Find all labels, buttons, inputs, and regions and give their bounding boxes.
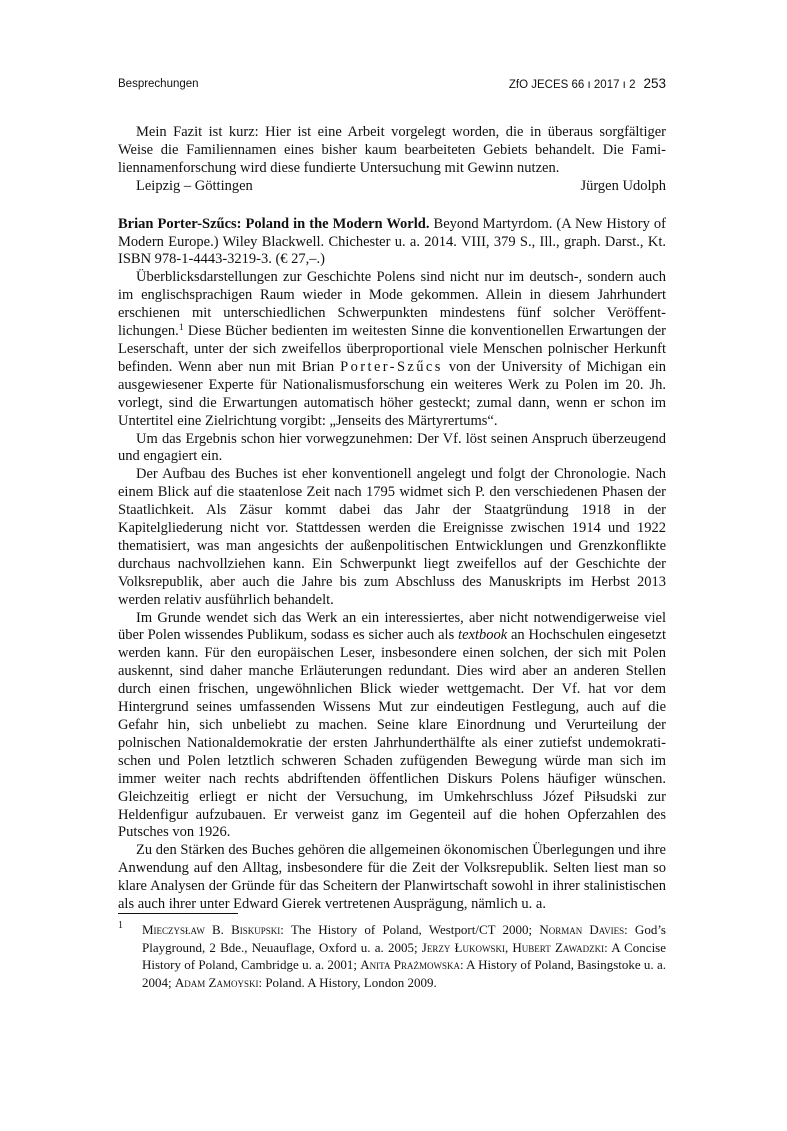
review2-paragraph-1: Überblicksdarstellungen zur Geschichte Polens sind nicht nur im deutsch-, sondern auch im englischsprachigen Raum wieder in Mode gekommen. Allein in diesem Jahrhundert erschienen mit unterschiedlichen Schwerpunkten mindestens fünf solcher Veröffentlichungen.$^1$ Diese Bücher bedienten im weitesten Sinne die konventionellen Erwartungen der Leserschaft, unter der sich zweifellos überproportional viele Menschen polnischer Herkunft befinden. Wenn aber nun mit Brian Porter-Szűcs von der University of Michigan ein ausgewiesener Experte für Nationalismusforschung ein weiteres Werk zu Polen im 20. Jh. vorlegt, sind die Erwartungen automatisch höher gesteckt; zumal dann, wenn er schon im Untertitel eine Zielrichtung vorgibt: „Jenseits des Märtyrertums“.	[118, 269, 666, 429]
review2-bibliography	[118, 216, 666, 270]
review2-paragraph-2: Um das Ergebnis schon hier vorwegzunehmen: Der Vf. löst seinen Anspruch überzeugend und engagiert ein.	[118, 430, 666, 465]
footnote-number: 1	[118, 920, 123, 931]
footnote-ref: 1	[178, 323, 184, 334]
italic-term: textbook	[458, 627, 508, 644]
page-number: 253	[643, 76, 666, 91]
section-title: Besprechungen	[118, 78, 199, 90]
review2-paragraph-3: Der Aufbau des Buches ist eher konventionell angelegt und folgt der Chronologie. Nach einem Blick auf die staatenlose Zeit nach 1795 widmet sich P. den verschiedenen Phasen der Staatlichkeit. Als Zäsur kommt dabei das Jahr der Staatgründung 1918 in der Kapitelgliederung nicht vor. Stattdessen werden die Ereignisse zwischen 1914 und 1922 thematisiert, was man angesichts der außenpolitischen Entwicklungen und Grenzkonflikte durchaus nachvollziehen kann. Ein Schwerpunkt liegt zweifellos auf der Geschichte der Volksrepublik, aber auch die Jahre bis zum Abschluss des Manuskripts im Herbst 2013 werden relativ ausführlich behandelt.	[118, 466, 666, 608]
review-place: Leipzig – Göttingen	[136, 177, 253, 194]
book-author-title: Brian Porter-Szűcs: Poland in the Modern World.	[118, 215, 430, 232]
review2-paragraph-5: Zu den Stärken des Buches gehören die allgemeinen ökonomischen Überlegungen und ihre Anwendung auf den Alltag, insbesondere für die Zeit der Volksrepublik. Selten liest man so klare Analysen der Gründe für das Scheitern der Planwirtschaft sowohl in ihrer stalinistischen als auch ihrer unter Edward Gierek vertretenen Ausprägung, nämlich u. a.	[118, 842, 666, 913]
footnote	[118, 921, 666, 991]
journal-issue: ZfO JECES 66 ı 2017 ı 2	[508, 79, 636, 91]
main-text	[118, 124, 666, 914]
footnote-text: Mieczysław B. Biskupski: The History of Poland, Westport/CT 2000; Norman Davies: God’s Playground, 2 Bde., Neuauflage, Oxford u. a. 2005; Jerzy Łukowski, Hubert Zawadzki: A Concise History of Poland, Cambridge u. a. 2001; Anita Prażmowska: A History of Poland, Basingstoke u. a. 2004; Adam Zamoyski: Poland. A History, London 2009.	[142, 922, 667, 990]
running-header	[118, 76, 666, 94]
review2-paragraph-4: Im Grunde wendet sich das Werk an ein interessiertes, aber nicht notwendigerweise viel über Polen wissendes Publikum, sodass es sicher auch als textbook an Hochschulen eingesetzt werden kann. Für den europäischen Leser, insbesondere einen solchen, der sich mit Polen auskennt, sind daher manche Erläuterungen redundant. Dies wird aber an anderen Stellen durch einen frischen, ungewöhnlichen Blick wieder wettgemacht. Der Vf. hat vor dem Hintergrund seines umfassenden Wissens Mut zur eindeutigen Festlegung, auch auf die Gefahr hin, sich unbeliebt zu machen. Seine klare Einordnung und Verurteilung der polnischen Nationaldemokratie der ersten Jahrhunderthälfte als einer zutiefst undemokratischen und Polen letztlich schweren Schaden zufügenden Bewegung würde man sich im immer weiter nach rechts abdriftenden öffentlichen Diskurs Polens häufiger wünschen. Gleichzeitig erliegt er nicht der Versuchung, im Umkehrschluss Józef Piłsudski zur Heldenfigur aufzubauen. Er verweist ganz im Gegenteil auf die hohen Opferzahlen des Putsches von 1926.	[118, 609, 666, 841]
footnote-divider	[118, 913, 238, 914]
reviewer-name: Jürgen Udolph	[580, 177, 666, 194]
book-details: Beyond Martyrdom. (A New History of Modern Europe.) Wiley Blackwell. Chichester u. a. 2014. VIII, 379 S., Ill., graph. Darst., Kt. ISBN 978-1-4443-3219-3. (€ 27,–.)	[118, 215, 666, 268]
review1-conclusion: Mein Fazit ist kurz: Hier ist eine Arbeit vorgelegt worden, die in überaus sorgfältiger Weise die Familiennamen eines bisher kaum bearbeiteten Gebiets behandelt. Die Familiennamenforschung wird diese fundierte Untersuchung mit Gewinn nutzen.	[118, 124, 666, 176]
author-name-spaced: Porter-Szűcs	[340, 358, 443, 375]
review1-signature	[118, 178, 666, 196]
journal-info	[509, 76, 666, 91]
